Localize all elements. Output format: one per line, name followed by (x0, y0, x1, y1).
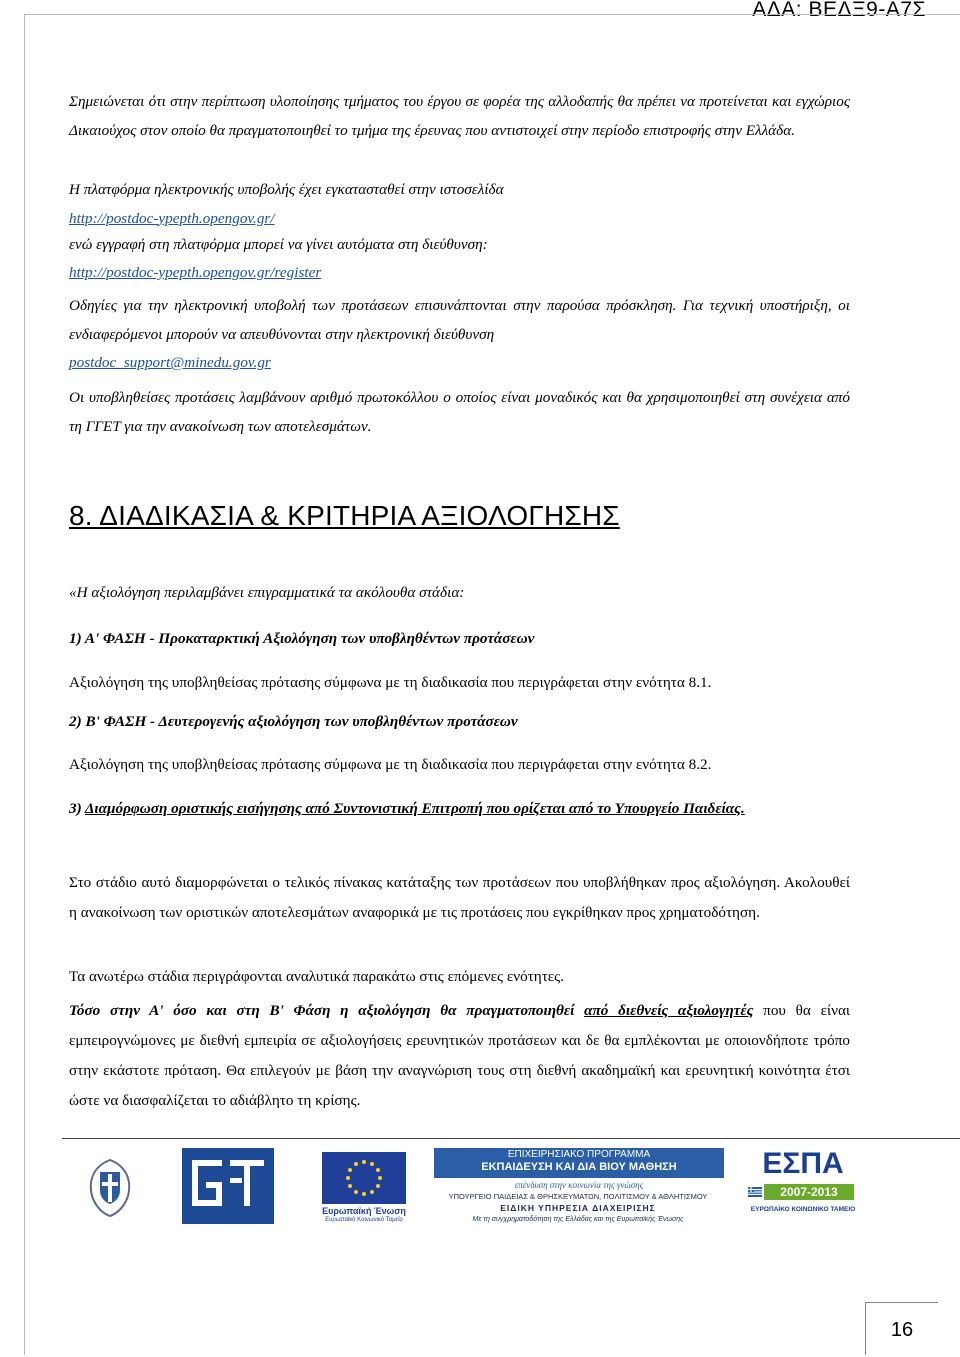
phase2-title: 2) Β' ΦΑΣΗ - Δευτερογενής αξιολόγηση των υποβληθέντων προτάσεων (69, 713, 518, 730)
evaluators-paragraph (69, 996, 850, 1116)
eu-sub: Ευρωπαϊκό Κοινωνικό Ταμείο (325, 1217, 403, 1223)
footer-logos (72, 1146, 860, 1226)
stages-note: Τα ανωτέρω στάδια περιγράφονται αναλυτικά παρακάτω στις επόμενες ενότητες. (69, 968, 564, 985)
page-number: 16 (865, 1302, 938, 1355)
phase3-number: 3) (69, 800, 85, 817)
cofund-label: Με τη συγχρηματοδότηση της Ελλάδας και της Ευρωπαϊκής Ένωσης (472, 1216, 684, 1223)
evaluation-intro: «Η αξιολόγηση περιλαμβάνει επιγραμματικά τα ακόλουθα στάδια: (69, 584, 465, 601)
phase3-heading: Διαμόρφωση οριστικής εισήγησης από Συντονιστική Επιτροπή που ορίζεται από το Υπουργείο Παιδείας. (84, 800, 745, 817)
section-title-row (69, 500, 850, 532)
evaluators-rest: που θα είναι εμπειρογνώμονες με διεθνή εμπειρία σε αξιολογήσεις ερευνητικών προτάσεων και δε θα εμπλέκονται με οποιονδήποτε τρόπο στην εκάστοτε πρόταση. Θα επιλεγούν με βάση την αναγνώριση τους στη διεθνή ακαδημαϊκή και ερευνητική κοινότητα έτσι ώστε να διασφαλίζεται το αδιάβλητο τη κρίσης. (69, 1002, 850, 1109)
gsrt-mark-icon (182, 1148, 274, 1224)
phase1-text: Αξιολόγηση της υποβληθείσας πρότασης σύμφωνα με τη διαδικασία που περιγράφεται στην ενότητα 8.1. (69, 674, 712, 691)
instructions-paragraph: Οδηγίες για την ηλεκτρονική υποβολή των προτάσεων επισυνάπτονται στην παρούσα πρόσκληση. Για τεχνική υποστήριξη, οι ενδιαφερόμενοι μπορούν να απευθύνονται στην ηλεκτρονική διεύθυνση postdoc_support@minedu.gov.gr (69, 297, 850, 371)
op-line2: ΕΚΠΑΙΔΕΥΣΗ ΚΑΙ ΔΙΑ ΒΙΟΥ ΜΑΘΗΣΗ (481, 1161, 677, 1173)
register-link-row (69, 259, 850, 288)
ministry-label: ΥΠΟΥΡΓΕΙΟ ΠΑΙΔΕΙΑΣ & ΘΡΗΣΚΕΥΜΑΤΩΝ, ΠΟΛΙΤΙΣΜΟΥ & ΑΘΛΗΤΙΣΜΟΥ (448, 1192, 708, 1201)
eu-logo (310, 1152, 418, 1224)
op-line1: ΕΠΙΧΕΙΡΗΣΙΑΚΟ ΠΡΟΓΡΑΜΜΑ (507, 1149, 651, 1160)
eu-label: Ευρωπαϊκή Ένωση (322, 1206, 406, 1216)
register-link[interactable]: http://postdoc-ypepth.opengov.gr/register (69, 264, 322, 281)
platform-paragraph (69, 176, 850, 233)
ada-code: ΑΔΑ: ΒΕΔΞ9-Α7Σ (752, 0, 926, 21)
intro-paragraph: Σημειώνεται ότι στην περίπτωση υλοποίησης τμήματος του έργου σε φορέα της αλλοδαπής θα πρέπει να προτείνεται και εγχώριος Δικαιούχος στον οποίο θα πραγματοποιηθεί το τμήμα της έρευνας που αντιστοιχεί στην περίοδο επιστροφής στην Ελλάδα. (69, 93, 850, 139)
protocol-paragraph: Οι υποβληθείσες προτάσεις λαμβάνουν αριθμό πρωτοκόλλου ο οποίος είναι μοναδικός και θα χρησιμοποιηθεί στη συνέχεια από τη ΓΓΕΤ για την ανακοίνωση των αποτελεσμάτων. (69, 389, 850, 435)
phase3-text: Στο στάδιο αυτό διαμορφώνεται ο τελικός πίνακας κατάταξης των προτάσεων που υποβλήθηκαν προς αξιολόγηση. Ακολουθεί η ανακοίνωση των οριστικών αποτελεσμάτων αναφορικά με τις προτάσεις που εγκρίθηκαν προς χρηματοδότηση. (69, 874, 850, 921)
platform-link[interactable]: http://postdoc-ypepth.opengov.gr/ (69, 209, 275, 227)
espa-logo (748, 1148, 858, 1224)
greek-emblem-icon (82, 1156, 138, 1218)
platform-text: Η πλατφόρμα ηλεκτρονικής υποβολής έχει εγκατασταθεί στην ιστοσελίδα (69, 181, 504, 198)
gsrt-logo (182, 1148, 274, 1224)
phase1-title: 1) Α' ΦΑΣΗ - Προκαταρκτική Αξιολόγηση των υποβληθέντων προτάσεων (69, 630, 535, 647)
evaluators-international: από διεθνείς αξιολογητές (584, 1002, 754, 1019)
mgmt-label: ΕΙΔΙΚΗ ΥΠΗΡΕΣΙΑ ΔΙΑΧΕΙΡΙΣΗΣ (500, 1203, 656, 1213)
footer-rule (62, 1138, 960, 1139)
greek-flag-icon (748, 1187, 762, 1197)
espa-fund: ΕΥΡΩΠΑΪΚΟ ΚΟΙΝΩΝΙΚΟ ΤΑΜΕΙΟ (750, 1206, 856, 1213)
evaluators-bold: Τόσο στην Α' όσο και στη Β' Φάση η αξιολόγηση θα πραγματοποιηθεί (69, 1002, 585, 1019)
espa-title: ΕΣΠΑ (762, 1147, 844, 1180)
eu-flag-icon (322, 1152, 406, 1204)
support-email-link[interactable]: postdoc_support@minedu.gov.gr (69, 354, 271, 371)
phase3-title (69, 793, 850, 825)
op-slogan: επένδυση στην κοινωνία της γνώσης (514, 1180, 644, 1190)
op-logo (428, 1146, 728, 1226)
phase2-text: Αξιολόγηση της υποβληθείσας πρότασης σύμφωνα με τη διαδικασία που περιγράφεται στην ενότητα 8.2. (69, 756, 712, 773)
register-text: ενώ εγγραφή στη πλατφόρμα μπορεί να γίνει αυτόματα στη διεύθυνση: (69, 236, 488, 253)
espa-years: 2007-2013 (780, 1185, 838, 1199)
section-title: 8. ΔΙΑΔΙΚΑΣΙΑ & ΚΡΙΤΗΡΙΑ ΑΞΙΟΛΟΓΗΣΗΣ (69, 500, 620, 531)
